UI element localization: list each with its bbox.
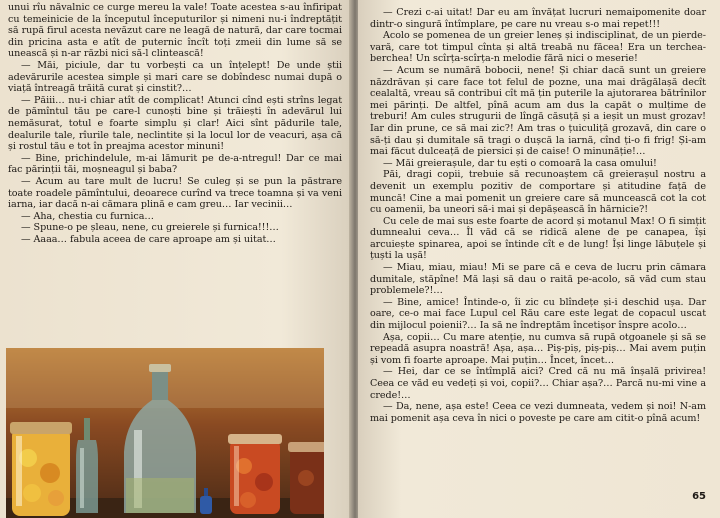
paragraph: — Acum au tare mult de lucru! Se culeg și se pun la păstrare toate roadele pămîntului, deoarece curînd va trece toamna și va veni iarna, iar dacă n-ai cămara plină e cam greu… Iar vecinii… <box>8 175 342 211</box>
paragraph: Cu cele de mai sus este foarte de acord și motanul Max! O fi simțit dumnealui ceva… Îl văd că se ridică alene de pe canapea, își arcuiește spinarea, apoi se întinde cît e de lung! Își linge lăbuțele și țuști la ușă! <box>370 215 706 262</box>
right-page-text <box>370 7 706 424</box>
paragraph: — Crezi c-ai uitat! Dar eu am învățat lucruri nemaipomenite doar dintr-o singură întîmplare, pe care nu vreau s-o mai repet!!! <box>370 7 706 30</box>
jars-illustration <box>6 348 324 518</box>
paragraph: — Măi, piciule, dar tu vorbești ca un înțelept! De unde știi adevărurile acestea simple și mari care se dobîndesc numai după o viață întreagă trăită curat și cinstit?… <box>8 59 342 95</box>
jar-red <box>228 434 282 514</box>
paragraph: — Acum se numără bobocii, nene! Și chiar dacă sunt un greiere năzdrăvan și care face tot felul de pozne, una mai drăgălașă decît cealaltă, vreau să contribui cît mă țin puterile la ajutorarea bătrînilor mei părinți. De altfel, pînă acum am dus la capăt o mulțime de treburi! Am cules strugurii de lîngă căsuță și a ieșit un must grozav! Iar din prune, ce să mai zic?! Am tras o țuiculiță grozavă, din care o să-ți dau și dumitale să tragi o dușcă la iarnă, cînd ți-o fi frig! Și-am mai făcut dulceață de piersici și de caise! O minunăție!… <box>370 64 706 158</box>
paragraph: — Hei, dar ce se întîmplă aici? Cred că nu mă înșală privirea! Ceea ce văd eu vedeți și voi, copii?… Chiar așa?… Parcă nu-mi vine a crede!… <box>370 366 706 401</box>
right-page <box>358 0 720 518</box>
page-number: 65 <box>692 491 706 502</box>
paragraph: — Bine, prichindelule, m-ai lămurit pe de-a-ntregul! Dar ce mai fac părinții tăi, moșneagul și baba? <box>8 152 342 176</box>
jar-yellow <box>10 422 72 516</box>
paragraph: — Miau, miau, miau! Mi se pare că e ceva de lucru prin cămara dumitale, stăpîne! Mă lași să dau o raită pe-acolo, să văd cum stau problemele?!… <box>370 262 706 297</box>
paragraph: Acolo se pomenea de un greier leneș și indisciplinat, de un pierde-vară, care tot timpul cînta și altă treabă nu făcea! Era un terchea-berchea! Un scîrța-scîrța-n melodie fără nici o meserie! <box>370 30 706 65</box>
left-page-text <box>8 2 342 245</box>
paragraph: — Bine, amice! Întinde-o, îi zic cu blîndețe și-i deschid ușa. Dar oare, ce-o mai face Lupul cel Rău care este legat de copacul uscat din mijlocul poienii?… Ia să ne îndreptăm încetișor înspre acolo… <box>370 296 706 332</box>
paragraph: Așa, copii… Cu mare atenție, nu cumva să rupă otgoanele și să se repeadă asupra noastră! Așa, așa… Piș-piș, piș-piș… Mai avem puțin și vom fi foarte aproape. Mai puțin… Încet, încet… <box>370 331 706 366</box>
jar-dark <box>288 442 324 514</box>
paragraph: — Spune-o pe șleau, nene, cu greierele și furnica!!!… <box>21 222 279 234</box>
left-page <box>0 0 352 518</box>
paragraph: — Da, nene, așa este! Ceea ce vezi dumneata, vedem și noi! N-am mai pomenit așa ceva în nici o poveste pe care am citit-o pînă acum! <box>370 401 706 424</box>
paragraph: — Aaaa… fabula aceea de care aproape am și uitat… <box>21 233 276 245</box>
paragraph: unui rîu năvalnic ce curge mereu la vale! Toate acestea s-au înfiripat cu temeinicie de la începutul începuturilor și nimeni nu-i îndreptățit să rupă firul acesta nevăzut care ne leagă de natură, dar care tocmai din pricina asta e atît de puternic încît toți zmeii din lume să se unească și n-ar răzbi nici să-l clintească! <box>8 2 342 60</box>
paragraph: — Aha, chestia cu furnica… <box>21 210 154 222</box>
paragraph: — Păiii… nu-i chiar atît de complicat! Atunci cînd ești strîns legat de pămîntul tău pe care-l cunoști bine și trăiești în adevărul lui nemăsurat, totul e foarte simplu și clar! Aici sînt pădurile tale, dealurile tale, rîurile tale, neclintite și la locul lor de veacuri, așa că și rostul tău e tot în preajma acestor minuni! <box>8 94 342 153</box>
paragraph: — Măi greierașule, dar tu ești o comoară la casa omului! <box>383 157 657 169</box>
paragraph: Păi, dragi copii, trebuie să recunoaștem că greierașul nostru a devenit un exemplu pozitiv de comportare și atitudine față de muncă! Cine a mai pomenit un greiere care să muncească cot la cot cu oamenii, ba uneori să-i mai și depășească în hărnicie?! <box>370 169 706 216</box>
